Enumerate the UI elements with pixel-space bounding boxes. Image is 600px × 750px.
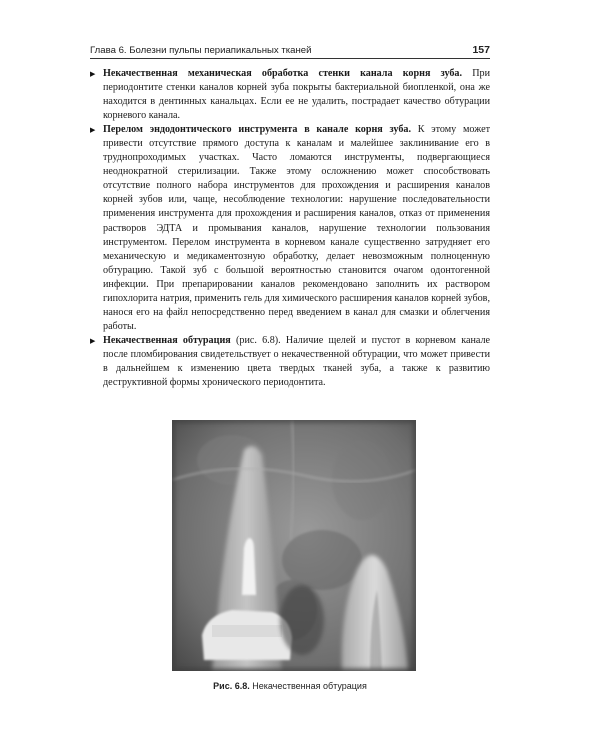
item-lead: Перелом эндодонтического инструмента в канале корня зуба. — [103, 124, 411, 136]
list-item — [90, 334, 490, 390]
item-text: При периодонтите стенки каналов корней зуба покрыты бактериальной биопленкой, она же находится в дентинных канальцах. Если ее не удалить, пострадает качество обтурации корневого канала. — [103, 68, 490, 122]
figure-caption — [90, 681, 490, 691]
chapter-title: Глава 6. Болезни пульпы периапикальных тканей — [90, 45, 312, 56]
item-lead: Некачественная обтурация — [103, 334, 231, 346]
body-text — [90, 67, 490, 390]
item-lead: Некачественная механическая обработка стенки канала корня зуба. — [103, 68, 463, 79]
header-rule — [90, 58, 490, 59]
list-item — [90, 67, 490, 123]
list-item — [90, 123, 490, 334]
item-text: К этому может привести отсутствие прямого доступа к каналам и малейшее заклинивание его в труднопроходимых участках. Часто ломаются инструменты, подвергающиеся неоднократной стерилизации. Также этому осложнению может способствовать отсутствие полного набора инструментов для прохождения и расширения каналов корней зубов или, чаще, несоблюдение технологии: нарушение последовательности применения инструмента для прохождения и расширения каналов, отказ от применения растворов ЭДТА и промывания каналов, нарушение технологии пользования инструментом. Перелом инструмента в корневом канале существенно затрудняет его механическую и медикаментозную обработку, делает невозможным полноценную обтурацию. Такой зуб с большой вероятностью становится очагом одонтогенной инфекции. При препарировании каналов рекомендовано заполнить их раствором гипохлорита натрия, применить гель для химического расширения каналов корней зубов, нанося его на файл непосредственно перед введением в канал для смазки и облегчения работы. — [103, 124, 490, 332]
bullet-triangle-icon: ▶ — [90, 70, 96, 78]
figure-caption-text: Некачественная обтурация — [249, 681, 367, 691]
bullet-triangle-icon: ▶ — [90, 336, 96, 345]
bullet-triangle-icon: ▶ — [90, 126, 96, 135]
page-number: 157 — [472, 44, 490, 56]
figure-label: Рис. 6.8. — [213, 681, 250, 691]
dental-xray-image — [172, 420, 416, 671]
item-text: (рис. 6.8). Наличие щелей и пустот в корневом канале после пломбирования свидетельствует о некачественной обтурации, что может привести в дальнейшем к изменению цвета твердых тканей зуба, а также к развитию деструктивной формы хронического периодонтита. — [103, 334, 490, 389]
running-header — [90, 44, 490, 56]
dental-xray-figure — [172, 420, 416, 671]
